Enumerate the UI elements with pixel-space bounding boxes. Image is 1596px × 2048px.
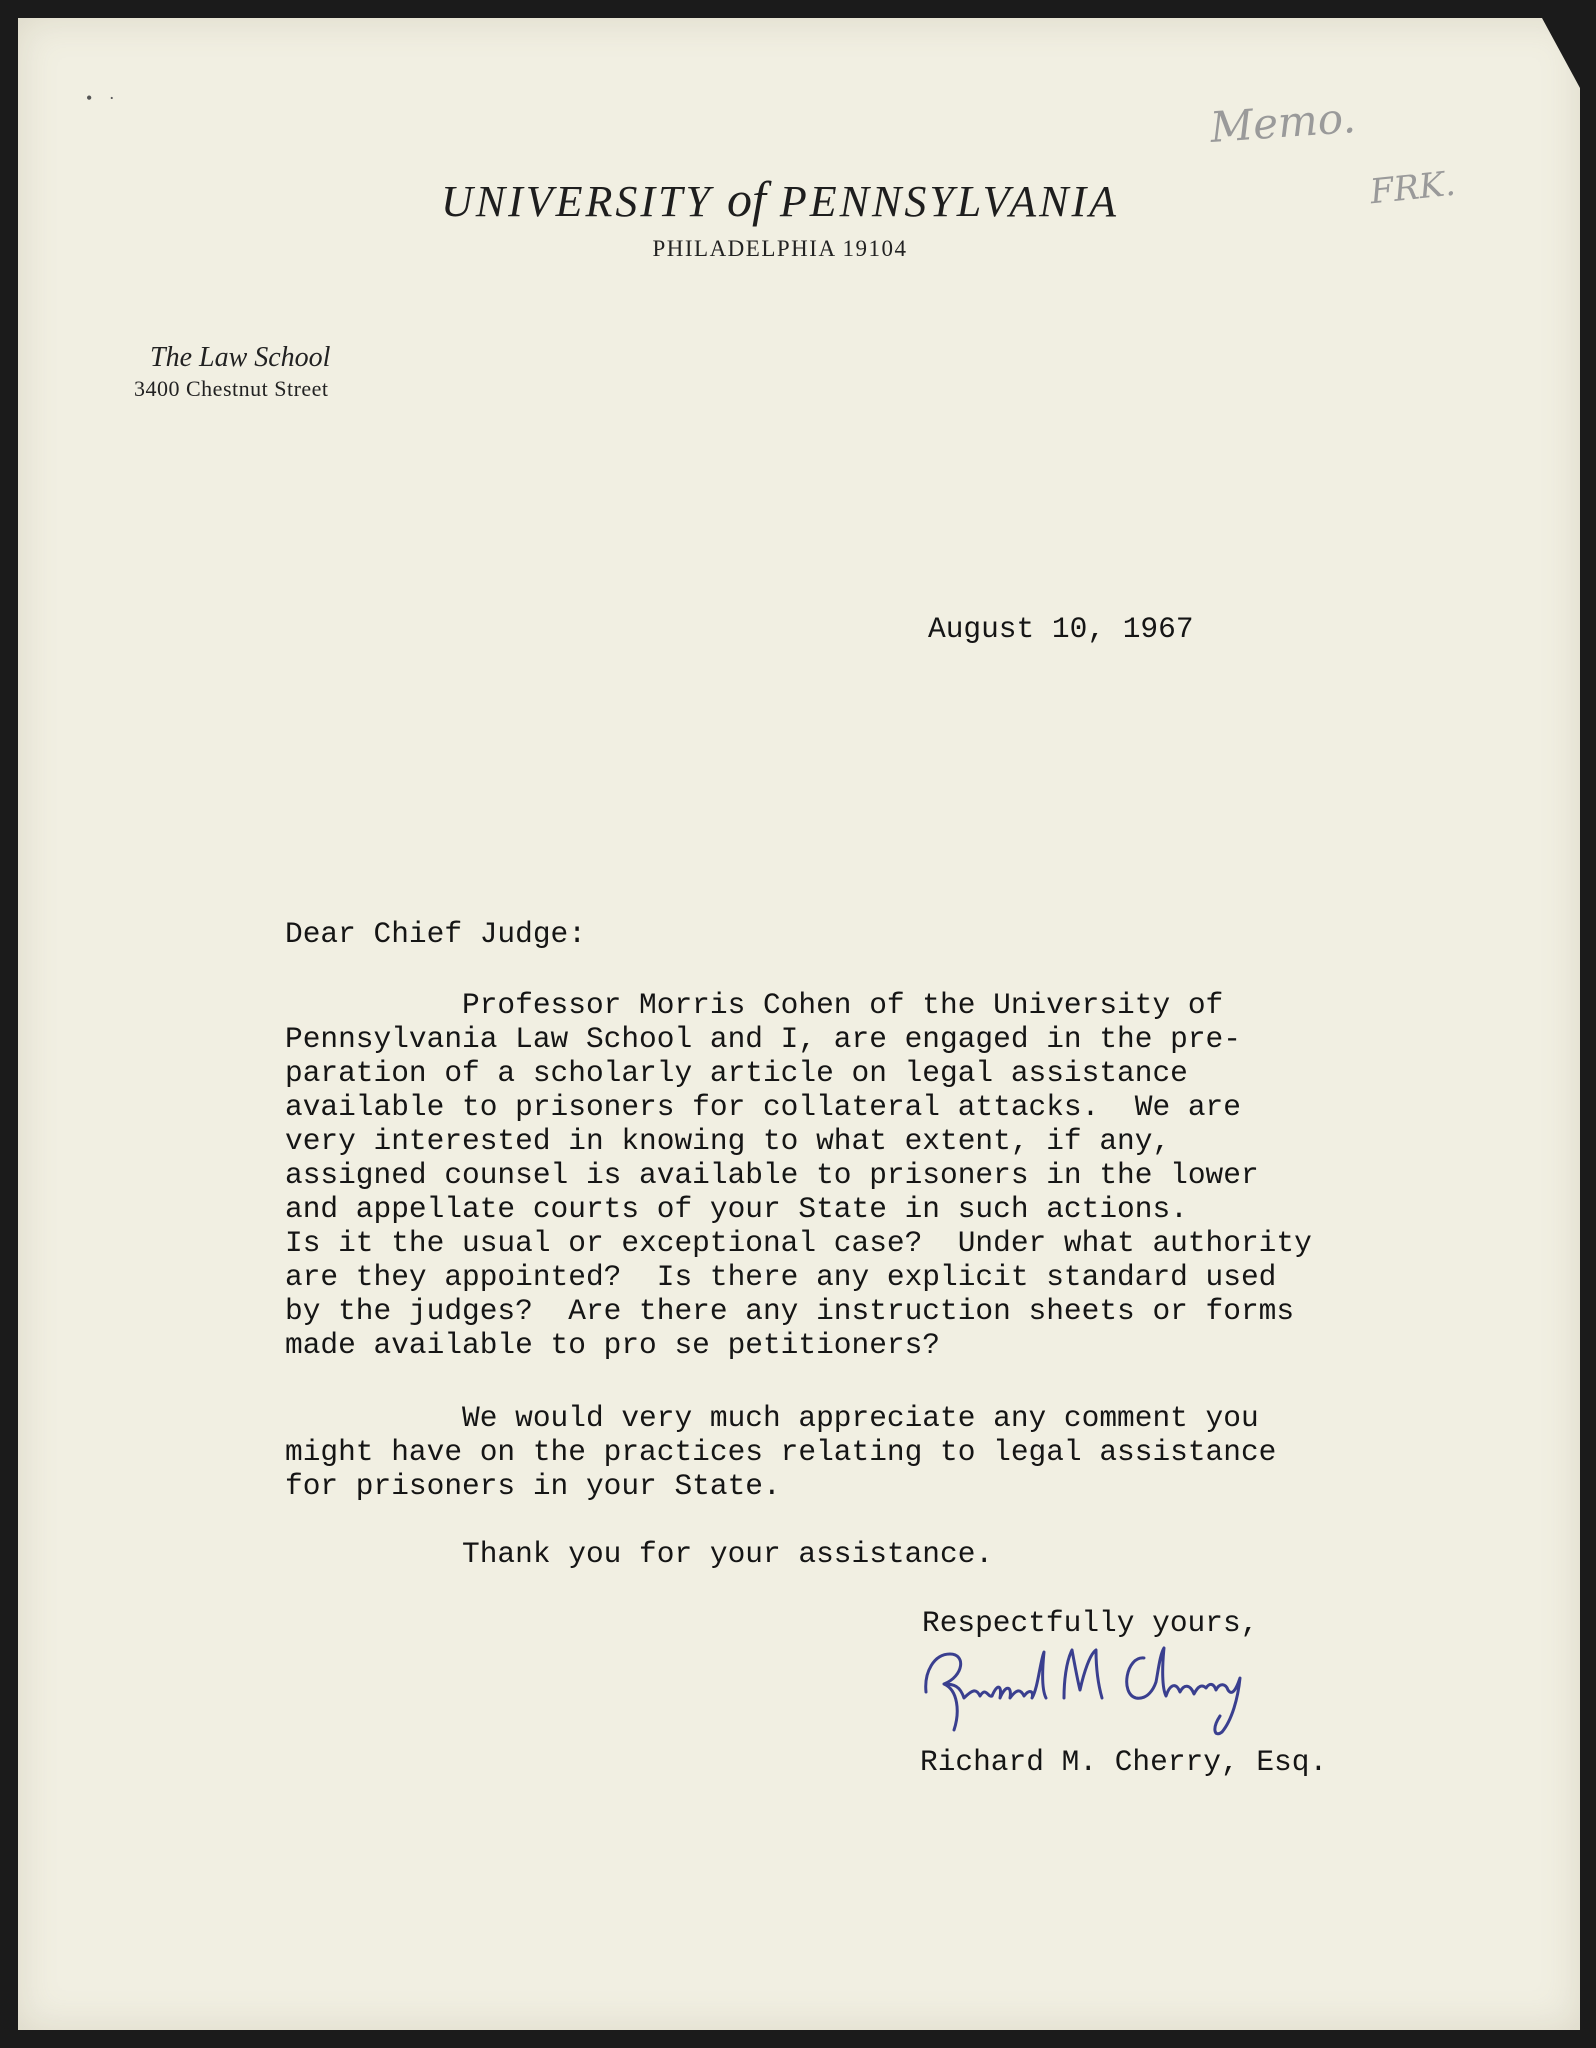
letterhead-title	[0, 170, 1578, 228]
handwritten-memo-note: Memo.	[1208, 92, 1358, 153]
school-name: The Law School	[150, 342, 331, 373]
text-line: and appellate courts of your State in such actions.	[285, 1192, 1188, 1226]
text-line: Is it the usual or exceptional case? Under what authority	[285, 1226, 1312, 1260]
folded-corner	[1542, 18, 1580, 88]
letterhead-city: PHILADELPHIA 19104	[652, 236, 908, 261]
letterhead-university: UNIVERSITY	[440, 177, 713, 226]
text-line: for prisoners in your State.	[285, 1469, 781, 1503]
text-line: Professor Morris Cohen of the University of	[285, 988, 1224, 1022]
text-line: paration of a scholarly article on legal assistance	[285, 1056, 1188, 1090]
school-street: 3400 Chestnut Street	[134, 376, 329, 401]
text-line: available to prisoners for collateral attacks. We are	[285, 1090, 1241, 1124]
text-line: by the judges? Are there any instruction sheets or forms	[285, 1294, 1295, 1328]
handwritten-signature	[914, 1632, 1274, 1742]
text-line: are they appointed? Is there any explicit standard used	[285, 1260, 1277, 1294]
paragraph-2	[285, 1401, 1276, 1503]
closing: Respectfully yours,	[922, 1606, 1259, 1640]
handwritten-initials: FRK.	[1368, 163, 1458, 213]
paragraph-3: Thank you for your assistance.	[285, 1537, 994, 1571]
text-line: Pennsylvania Law School and I, are engaged in the pre-	[285, 1022, 1241, 1056]
letterhead-pennsylvania: PENNSYLVANIA	[779, 177, 1120, 226]
paragraph-1	[285, 988, 1312, 1362]
text-line: made available to pro se petitioners?	[285, 1328, 941, 1362]
text-line: might have on the practices relating to legal assistance	[285, 1435, 1277, 1469]
letterhead-of: of	[726, 171, 766, 227]
letter-date: August 10, 1967	[928, 612, 1194, 646]
text-line: We would very much appreciate any comment you	[285, 1401, 1259, 1435]
signer-name: Richard M. Cherry, Esq.	[920, 1745, 1328, 1779]
staple-marks: • ·	[86, 88, 121, 108]
salutation: Dear Chief Judge:	[285, 917, 586, 951]
text-line: assigned counsel is available to prisoners in the lower	[285, 1158, 1259, 1192]
text-line: very interested in knowing to what extent, if any,	[285, 1124, 1171, 1158]
